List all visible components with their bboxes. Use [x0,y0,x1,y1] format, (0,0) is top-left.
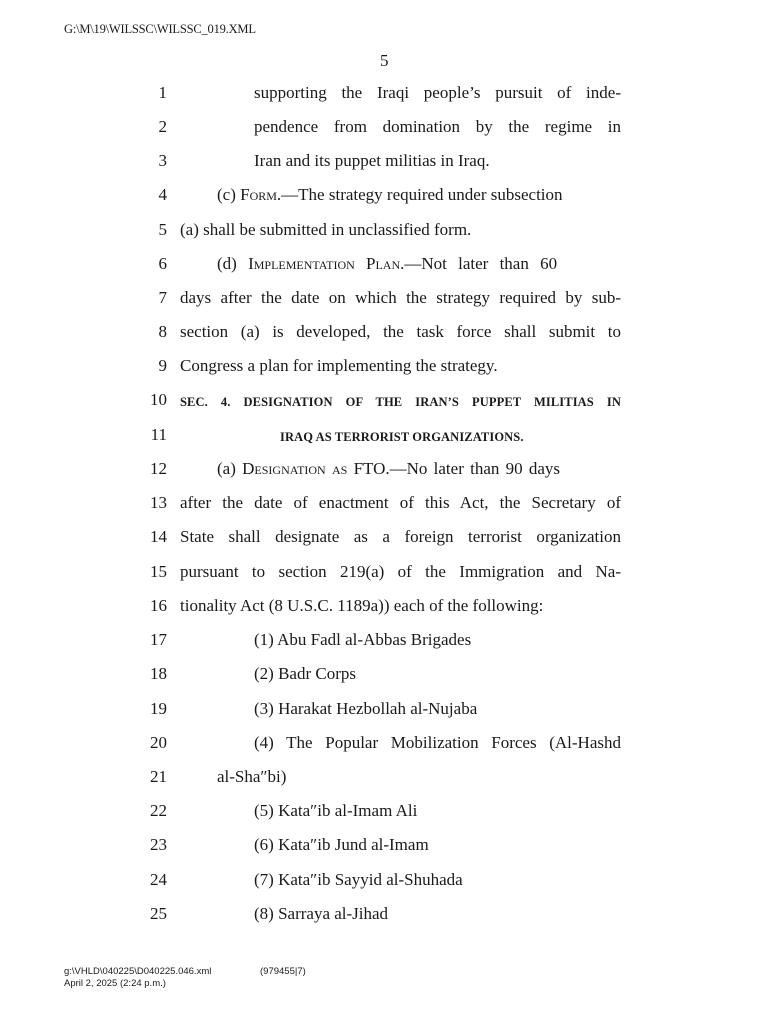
list-item [0,699,767,733]
document-line [0,562,767,596]
line-text: —The strategy required under subsection [281,185,563,204]
line-text: pursuant to section 219(a) of the Immigration and Na- [180,562,621,581]
list-item-text: (7) Kata″ib Sayyid al-Shuhada [254,870,463,889]
subsection-heading: Designation as [242,459,348,478]
subsection-heading: Implementation Plan. [248,254,405,273]
document-line [0,288,767,322]
line-text: Iran and its puppet militias in Iraq. [254,151,490,170]
line-number: 24 [150,870,167,889]
line-text: supporting the Iraqi people’s pursuit of inde- [254,83,621,102]
line-number: 4 [158,185,167,204]
line-text: after the date of enactment of this Act, the Secretary of [180,493,621,512]
line-number: 15 [150,562,167,581]
page-number: 5 [380,51,389,70]
document-line [0,425,767,459]
list-item-text: (1) Abu Fadl al-Abbas Brigades [254,630,472,649]
line-text: Congress a plan for implementing the strategy. [180,356,498,375]
line-number: 12 [150,459,167,478]
line-text: State shall designate as a foreign terrorist organization [180,527,621,546]
list-item-text: al-Sha″bi) [217,767,287,786]
list-item [0,630,767,664]
header-file-path: G:\M\19\WILSSC\WILSSC_019.XML [64,22,256,36]
subsection-c-line [217,185,621,205]
document-line [0,185,767,219]
line-number: 16 [150,596,167,615]
document-line [0,459,767,493]
list-item-text: (6) Kata″ib Jund al-Imam [254,835,429,854]
line-text: days after the date on which the strategy required by sub- [180,288,621,307]
section-heading-continued: IRAQ AS TERRORIST ORGANIZATIONS. [280,430,524,444]
document-line [0,390,767,424]
subsection-heading: Form. [240,185,282,204]
line-number: 5 [158,220,167,239]
line-number: 17 [150,630,167,649]
footer-job-code: (979455|7) [260,966,306,977]
subsection-prefix: (c) [217,185,241,204]
line-text: pendence from domination by the regime in [254,117,621,136]
list-item [0,801,767,835]
line-number: 6 [158,254,167,273]
line-number: 1 [158,83,167,102]
footer-date: April 2, 2025 (2:24 p.m.) [64,978,166,989]
line-number: 7 [158,288,167,307]
section-heading: SEC. 4. DESIGNATION OF THE IRAN’S PUPPET MILITIAS IN [180,395,621,409]
list-item-text: (5) Kata″ib al-Imam Ali [254,801,418,820]
footer-file-path: g:\VHLD\040225\D040225.046.xml [64,966,212,977]
subsection-a-line [217,459,560,479]
subsection-prefix: (a) [217,459,243,478]
line-text: —Not later than 60 [404,254,558,273]
list-item [0,664,767,698]
list-item-continued [0,767,767,801]
document-line [0,527,767,561]
line-number: 3 [158,151,167,170]
document-line [0,220,767,254]
line-number: 21 [150,767,167,786]
list-item-text: (3) Harakat Hezbollah al-Nujaba [254,699,478,718]
line-number: 10 [150,390,167,409]
line-text: section (a) is developed, the task force shall submit to [180,322,621,341]
list-item [0,904,767,938]
list-item [0,733,767,767]
line-number: 13 [150,493,167,512]
footer-info [64,966,211,990]
list-item-text: (2) Badr Corps [254,664,356,683]
document-line [0,151,767,185]
subsection-d-line [217,254,557,274]
line-text: tionality Act (8 U.S.C. 1189a)) each of the following: [180,596,544,615]
line-number: 2 [158,117,167,136]
list-item [0,835,767,869]
line-number: 22 [150,801,167,820]
line-text: (a) shall be submitted in unclassified form. [180,220,472,239]
document-line [0,356,767,390]
line-number: 25 [150,904,167,923]
line-number: 14 [150,527,167,546]
document-line [0,117,767,151]
line-text: FTO.—No later than 90 days [347,459,561,478]
line-number: 18 [150,664,167,683]
list-item-text: (4) The Popular Mobilization Forces (Al-Hashd [254,733,621,752]
line-number: 8 [158,322,167,341]
line-number: 11 [150,425,167,444]
document-line [0,83,767,117]
line-number: 19 [150,699,167,718]
document-line [0,493,767,527]
list-item-text: (8) Sarraya al-Jihad [254,904,389,923]
line-number: 23 [150,835,167,854]
document-line [0,596,767,630]
line-number: 20 [150,733,167,752]
document-line [0,322,767,356]
list-item [0,870,767,904]
subsection-prefix: (d) [217,254,249,273]
document-line [0,254,767,288]
line-number: 9 [158,356,167,375]
